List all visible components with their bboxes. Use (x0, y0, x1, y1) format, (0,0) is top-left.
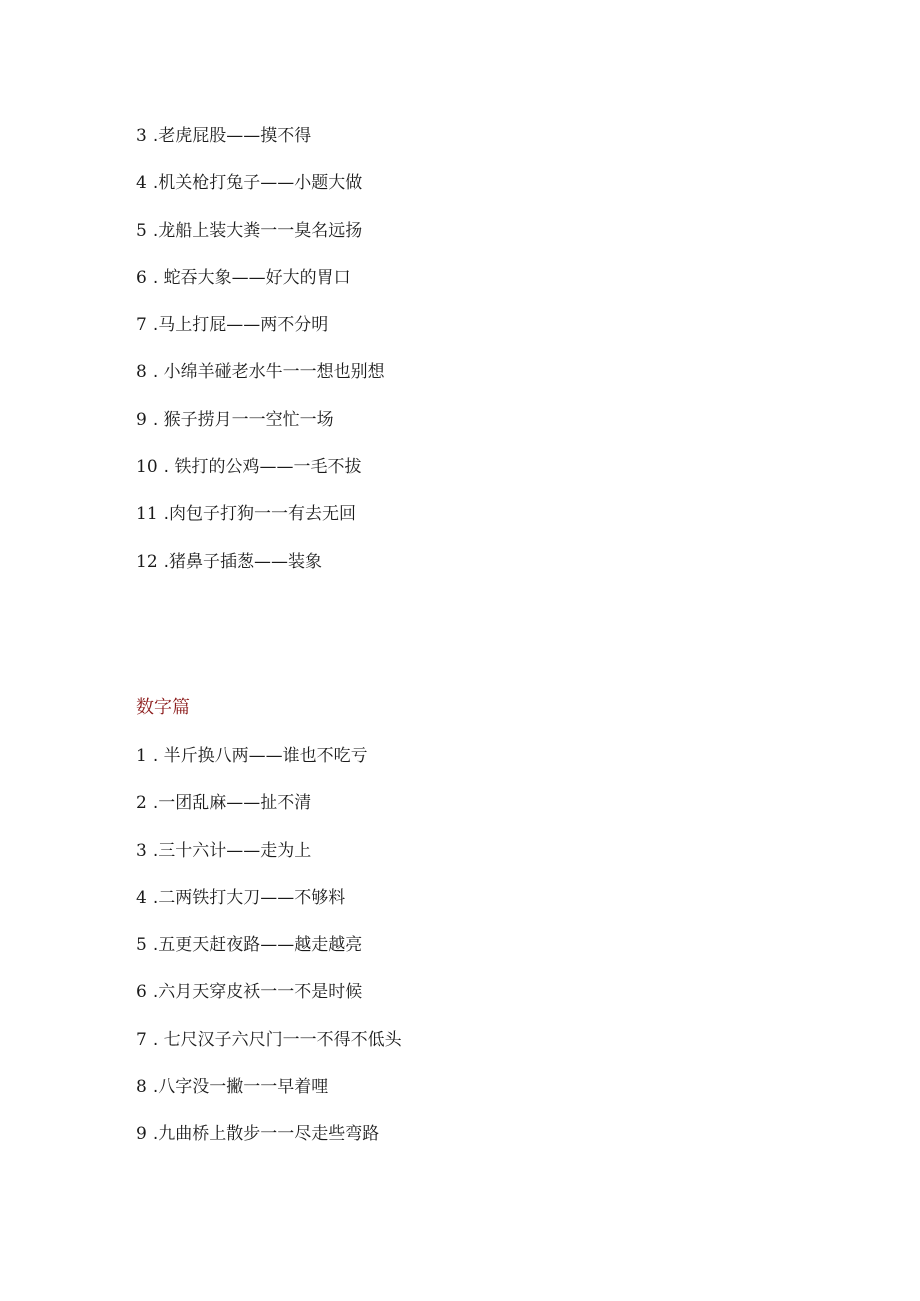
item-text: .六月天穿皮袄一一不是时候 (152, 982, 363, 1003)
list-item (136, 265, 385, 312)
list-item (136, 885, 402, 932)
item-text: .肉包子打狗一一有去无回 (163, 504, 357, 525)
item-text: .九曲桥上散步一一尽走些弯路 (152, 1124, 380, 1145)
item-number: 1 (136, 746, 147, 766)
item-number: 9 (136, 409, 147, 430)
item-text: . 猴子捞月一一空忙一场 (152, 409, 334, 430)
item-number: 3 (136, 126, 147, 146)
item-number: 8 (136, 1077, 147, 1098)
list-item (136, 979, 402, 1026)
proverb-list-numbers (136, 743, 402, 1169)
list-item (136, 932, 402, 979)
list-item (136, 1027, 402, 1074)
item-number: 6 (136, 982, 147, 1003)
item-number: 4 (136, 887, 147, 908)
list-item (136, 454, 385, 501)
item-text: .老虎屁股——摸不得 (152, 126, 312, 146)
item-number: 5 (136, 220, 147, 241)
section-title-numbers: 数字篇 (136, 697, 190, 718)
proverb-list-animals (136, 123, 385, 596)
item-text: .猪鼻子插葱——装象 (163, 551, 323, 572)
item-text: .二两铁打大刀——不够料 (152, 887, 346, 908)
list-item (136, 549, 385, 596)
item-text: . 小绵羊碰老水牛一一想也别想 (152, 362, 385, 383)
item-text: . 半斤换八两——谁也不吃亏 (152, 746, 368, 766)
list-item (136, 407, 385, 454)
item-number: 9 (136, 1124, 147, 1145)
item-number: 4 (136, 173, 147, 194)
item-number: 3 (136, 840, 147, 861)
item-text: .机关枪打兔子——小题大做 (152, 173, 363, 194)
list-item (136, 790, 402, 837)
item-number: 6 (136, 267, 147, 288)
item-text: .一团乱麻——扯不清 (152, 793, 312, 814)
list-item (136, 359, 385, 406)
item-text: .八字没一撇一一早着哩 (152, 1077, 329, 1098)
item-text: .马上打屁——两不分明 (152, 315, 329, 336)
list-item (136, 123, 385, 170)
list-item (136, 1074, 402, 1121)
item-text: . 蛇吞大象——好大的胃口 (152, 267, 351, 288)
item-number: 10 (136, 457, 158, 478)
item-number: 11 (136, 504, 158, 525)
item-number: 12 (136, 551, 158, 572)
item-number: 7 (136, 315, 147, 336)
list-item (136, 218, 385, 265)
item-text: .三十六计——走为上 (152, 840, 312, 861)
item-text: .龙船上装大粪一一臭名远扬 (152, 220, 363, 241)
item-text: . 铁打的公鸡——一毛不拔 (163, 457, 362, 478)
item-number: 2 (136, 793, 147, 814)
list-item (136, 170, 385, 217)
item-text: .五更天赶夜路——越走越亮 (152, 935, 363, 956)
list-item (136, 743, 402, 790)
item-number: 5 (136, 935, 147, 956)
item-text: . 七尺汉子六尺门一一不得不低头 (152, 1029, 402, 1050)
list-item (136, 1121, 402, 1168)
item-number: 7 (136, 1029, 147, 1050)
list-item (136, 838, 402, 885)
list-item (136, 312, 385, 359)
list-item (136, 501, 385, 548)
item-number: 8 (136, 362, 147, 383)
